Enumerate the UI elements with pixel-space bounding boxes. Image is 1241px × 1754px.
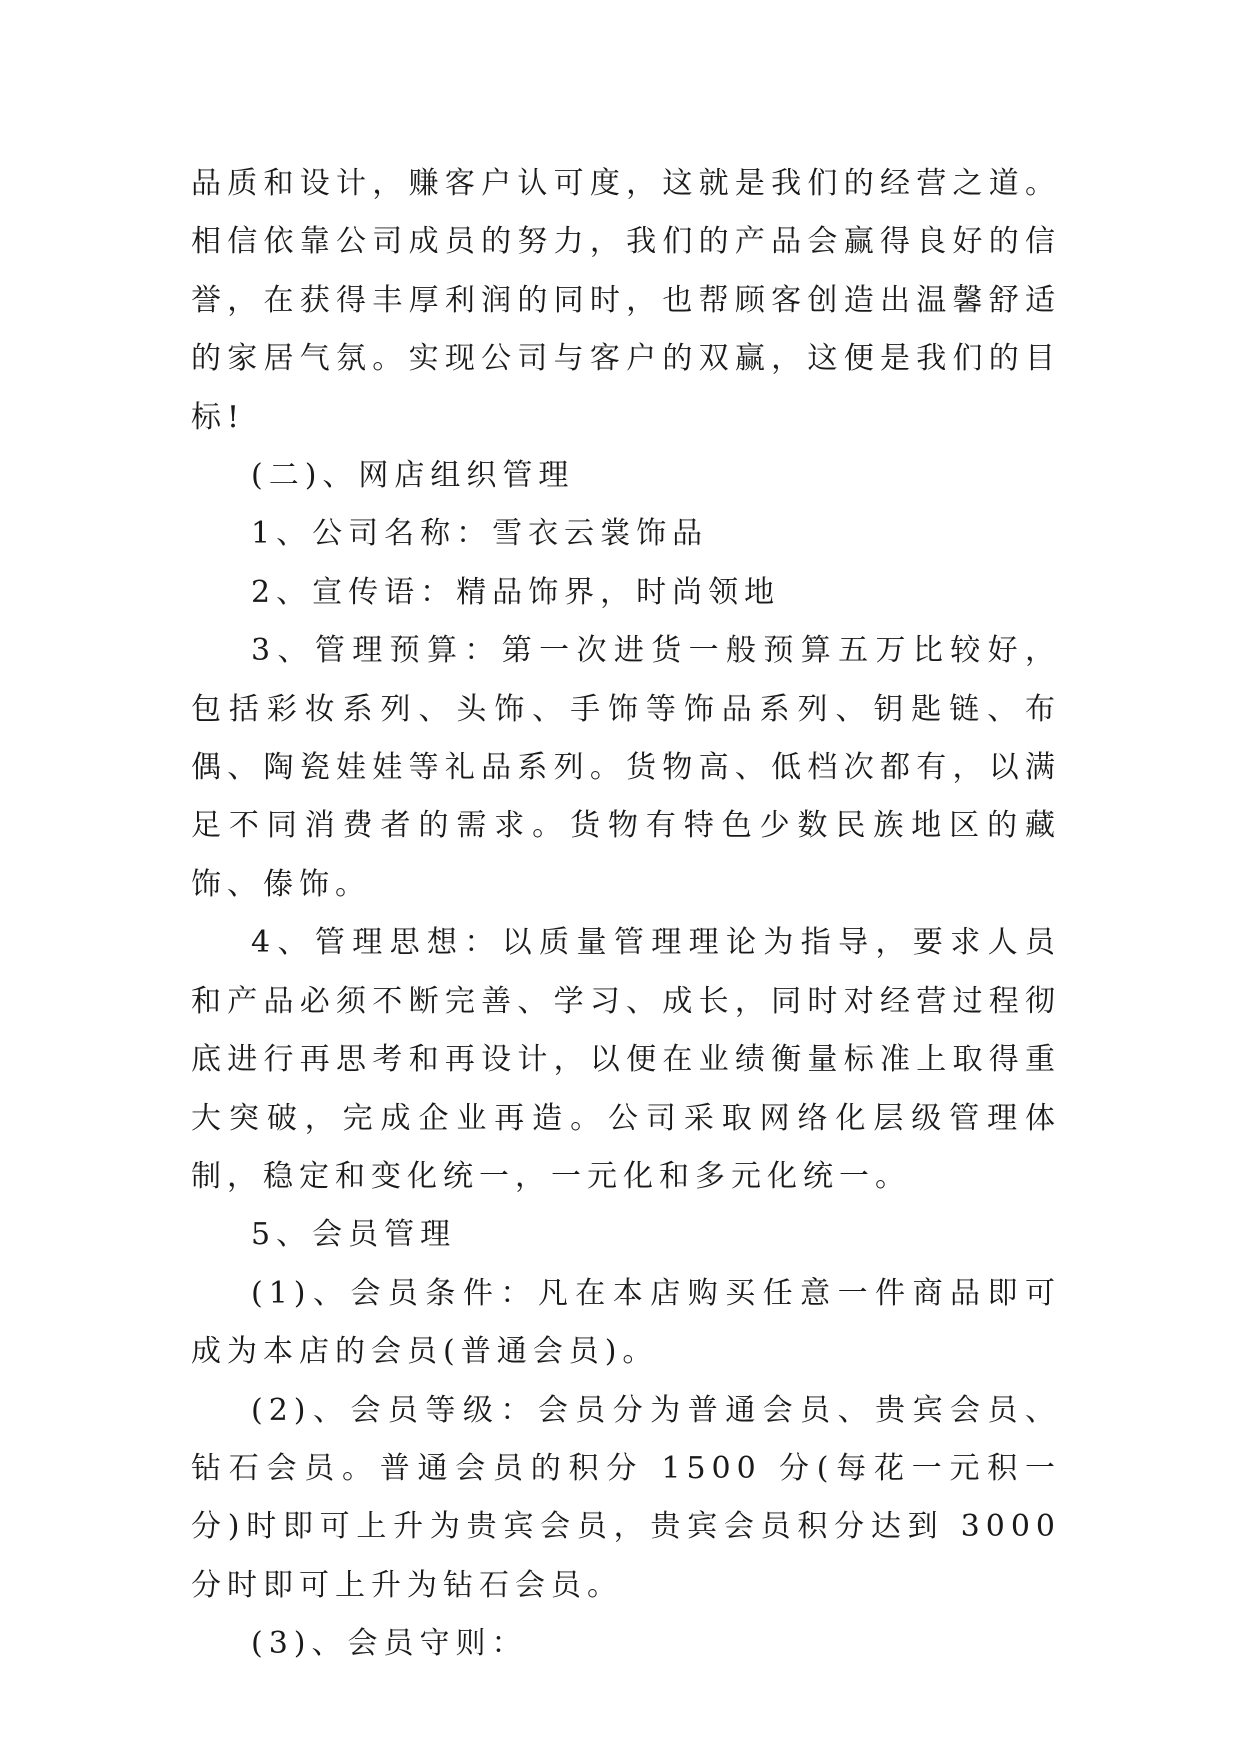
paragraph-business-philosophy: 品质和设计，赚客户认可度，这就是我们的经营之道。相信依靠公司成员的努力，我们的产品会赢得良好的信誉，在获得丰厚利润的同时，也帮顾客创造出温馨舒适的家居气氛。实现公司与客户的双赢，这便是我们的目标!: [191, 166, 1061, 435]
paragraph-management-philosophy: 4、管理思想：以质量管理理论为指导，要求人员和产品必须不断完善、学习、成长，同时对经营过程彻底进行再思考和再设计，以便在业绩衡量标准上取得重大突破，完成企业再造。公司采取网络化层级管理体制，稳定和变化统一，一元化和多元化统一。: [191, 925, 1061, 1194]
paragraph-member-levels: (2)、会员等级：会员分为普通会员、贵宾会员、钻石会员。普通会员的积分 1500 分(每花一元积一分)时即可上升为贵宾会员，贵宾会员积分达到 3000 分时即可上升为钻石会员。: [191, 1392, 1061, 1603]
paragraph-member-conditions: (1)、会员条件：凡在本店购买任意一件商品即可成为本店的会员(普通会员)。: [191, 1275, 1061, 1370]
paragraph-member-rules: (3)、会员守则：: [251, 1626, 528, 1662]
paragraph-slogan: 2、宣传语：精品饰界，时尚领地: [251, 574, 781, 610]
section-heading-store-management: (二)、网店组织管理: [251, 458, 575, 494]
paragraph-member-management: 5、会员管理: [251, 1217, 457, 1253]
paragraph-budget: 3、管理预算：第一次进货一般预算五万比较好，包括彩妆系列、头饰、手饰等饰品系列、钥匙链、布偶、陶瓷娃娃等礼品系列。货物高、低档次都有，以满足不同消费者的需求。货物有特色少数民族地区的藏饰、傣饰。: [191, 633, 1061, 902]
paragraph-company-name: 1、公司名称：雪衣云裳饰品: [251, 516, 709, 552]
document-page: [191, 155, 1061, 1674]
